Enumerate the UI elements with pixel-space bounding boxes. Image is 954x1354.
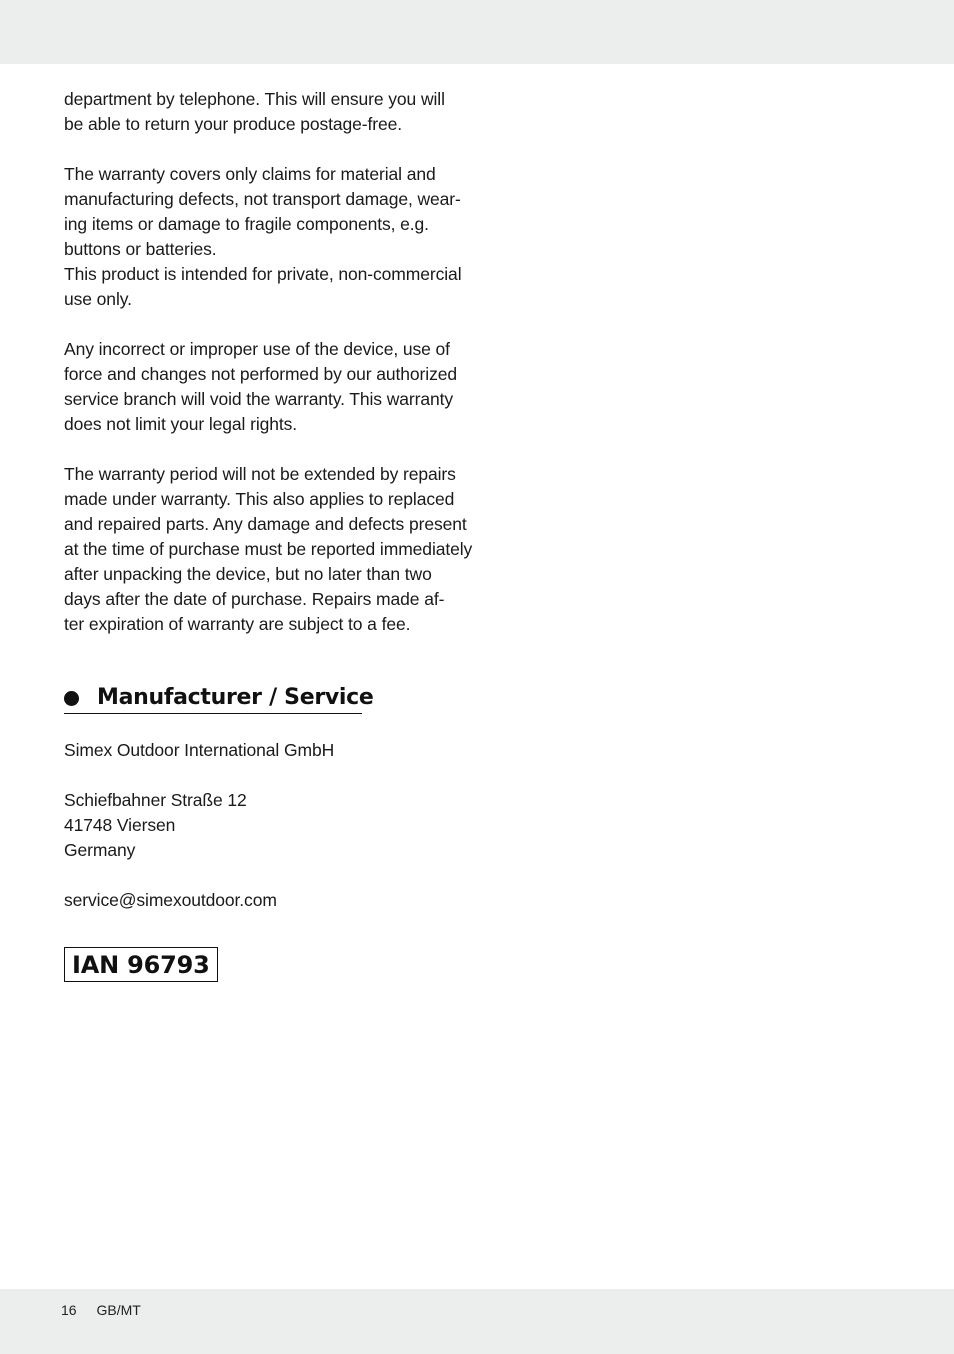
- text-line: ing items or damage to fragile components, e.g.: [64, 214, 429, 234]
- section-heading: [64, 683, 374, 713]
- text-line: service branch will void the warranty. This warranty: [64, 389, 454, 409]
- footer-band: [0, 1289, 954, 1354]
- paragraph-return-info: [64, 87, 466, 137]
- heading-underline: [64, 713, 362, 714]
- company-name: Simex Outdoor International GmbH: [64, 740, 335, 760]
- warranty-text: [64, 87, 473, 637]
- country: Germany: [64, 840, 136, 860]
- ian-box: [64, 947, 218, 982]
- text-line: Any incorrect or improper use of the device, use of: [64, 339, 450, 359]
- text-line: does not limit your legal rights.: [64, 414, 298, 434]
- header-band: [0, 0, 954, 64]
- page-footer: [61, 1300, 141, 1320]
- text-line: made under warranty. This also applies to replaced: [64, 489, 455, 509]
- city: 41748 Viersen: [64, 815, 176, 835]
- text-line: The warranty covers only claims for material and: [64, 164, 436, 184]
- paragraph-improper-use: [64, 337, 466, 437]
- text-line: use only.: [64, 289, 132, 309]
- text-line: force and changes not performed by our authorized: [64, 364, 457, 384]
- locale-code: GB/MT: [96, 1302, 141, 1318]
- bullet-icon: [64, 691, 79, 706]
- manufacturer-address: [64, 738, 334, 913]
- text-line: ter expiration of warranty are subject to a fee.: [64, 614, 411, 634]
- page-number: 16: [61, 1302, 77, 1318]
- street: Schiefbahner Straße 12: [64, 790, 247, 810]
- section-title: Manufacturer / Service: [97, 685, 374, 710]
- ian-number: IAN 96793: [72, 950, 210, 979]
- text-line: at the time of purchase must be reported immediately: [64, 539, 473, 559]
- paragraph-warranty-coverage: [64, 162, 466, 312]
- text-line: days after the date of purchase. Repairs made af-: [64, 589, 445, 609]
- text-line: This product is intended for private, non-commercial: [64, 264, 462, 284]
- text-line: buttons or batteries.: [64, 239, 217, 259]
- paragraph-warranty-period: [64, 462, 473, 637]
- text-line: manufacturing defects, not transport damage, wear-: [64, 189, 461, 209]
- text-line: The warranty period will not be extended by repairs: [64, 464, 456, 484]
- text-line: and repaired parts. Any damage and defects present: [64, 514, 467, 534]
- text-line: department by telephone. This will ensure you will: [64, 89, 445, 109]
- text-line: be able to return your produce postage-free.: [64, 114, 403, 134]
- text-line: after unpacking the device, but no later than two: [64, 564, 432, 584]
- service-email: service@simexoutdoor.com: [64, 890, 277, 910]
